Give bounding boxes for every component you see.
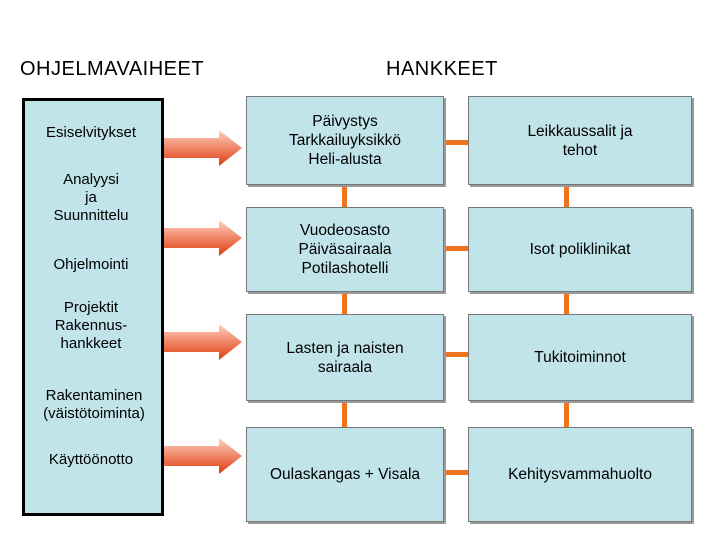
project-box-tukitoiminnot — [468, 314, 692, 401]
phase-esiselvitykset: Esiselvitykset — [45, 124, 137, 141]
phase-projektit — [28, 299, 154, 353]
project-box-oulaskangas — [246, 427, 444, 522]
arrow-icon — [164, 322, 244, 362]
connector-line — [342, 185, 347, 207]
project-box-paivystys — [246, 96, 444, 185]
project-box-kehitysvammahuolto — [468, 427, 692, 522]
connector-line — [444, 140, 468, 145]
project-box-isot-poliklinikat — [468, 207, 692, 292]
project-line: Vuodeosasto — [300, 222, 390, 239]
connector-line — [564, 401, 569, 427]
phase-line: Projektit — [63, 299, 119, 316]
project-line: tehot — [562, 141, 598, 159]
phase-line: Rakennus- — [54, 317, 128, 334]
connector-line — [342, 292, 347, 314]
project-line: Tarkkailuyksikkö — [289, 132, 401, 149]
project-line: Isot poliklinikat — [529, 241, 631, 258]
phases-header: OHJELMAVAIHEET — [20, 58, 205, 80]
project-line: Oulaskangas + Visala — [269, 466, 421, 483]
project-line: Potilashotelli — [301, 260, 389, 277]
projects-header: HANKKEET — [386, 58, 498, 80]
project-line: Päiväsairaala — [298, 241, 392, 258]
project-line: Päivystys — [312, 113, 378, 130]
phase-kayttoonotto: Käyttöönotto — [48, 451, 134, 468]
phase-rakentaminen — [12, 387, 176, 423]
connector-line — [444, 352, 468, 357]
project-line: sairaala — [317, 358, 373, 376]
phase-line: Suunnittelu — [53, 207, 129, 224]
arrow-icon — [164, 218, 244, 258]
connector-line — [564, 185, 569, 207]
connector-line — [444, 470, 468, 475]
phase-line: Analyysi — [63, 171, 119, 188]
phase-line: (väistötoiminta) — [43, 405, 145, 422]
project-box-lasten-naisten — [246, 314, 444, 401]
connector-line — [564, 292, 569, 314]
project-line: Lasten ja naisten — [286, 339, 404, 357]
phase-ohjelmointi: Ohjelmointi — [53, 256, 129, 273]
project-box-vuodeosasto — [246, 207, 444, 292]
phase-line: hankkeet — [60, 335, 122, 352]
connector-line — [444, 246, 468, 251]
phase-line: Rakentaminen — [45, 387, 143, 404]
project-line: Kehitysvammahuolto — [508, 466, 652, 483]
arrow-icon — [164, 128, 244, 168]
project-line: Leikkaussalit ja — [527, 122, 633, 140]
project-line: Heli-alusta — [308, 151, 382, 168]
project-box-leikkaussalit — [468, 96, 692, 185]
arrow-icon — [164, 436, 244, 476]
connector-line — [342, 401, 347, 427]
phase-line: ja — [85, 189, 97, 206]
project-line: Tukitoiminnot — [534, 349, 626, 366]
phase-analyysi-suunnittelu — [28, 171, 154, 225]
